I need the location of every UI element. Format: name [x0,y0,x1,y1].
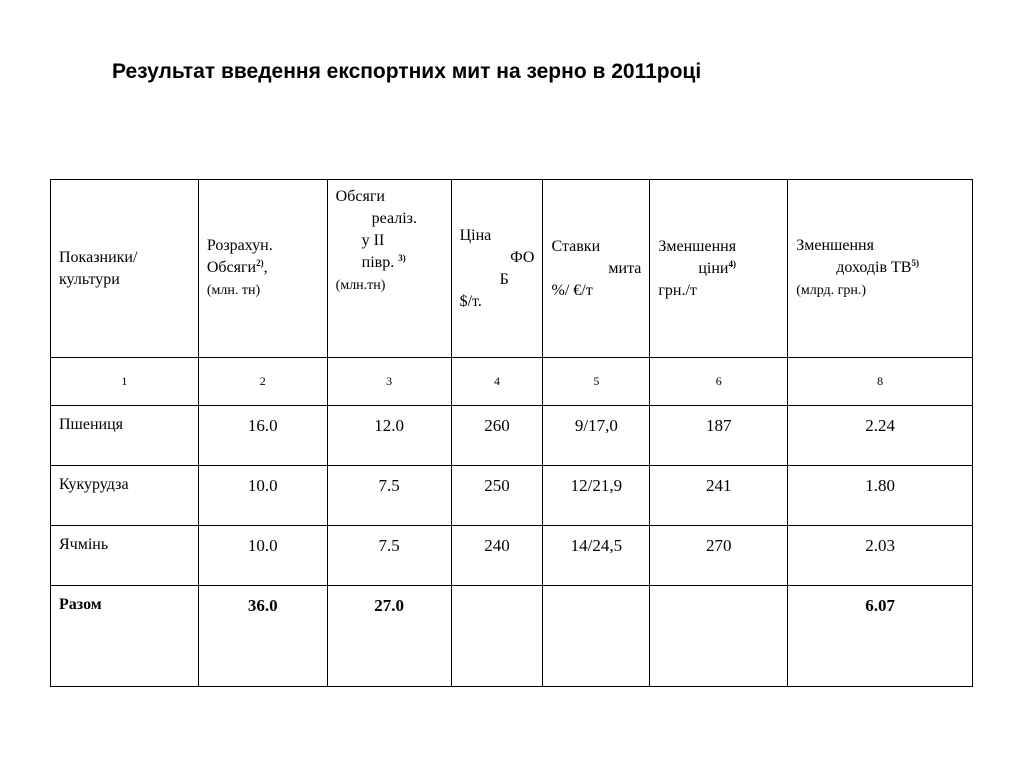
header-text: ціни [698,259,729,277]
header-text: %/ €/т [551,281,593,299]
total-cell [650,586,788,687]
header-text: доходів ТВ [836,259,912,276]
footnote-mark: 4) [728,258,736,269]
header-fob-price [451,180,543,358]
table-cell: 2.24 [788,406,973,466]
header-text: Обсяги [335,188,385,205]
total-cell: 6.07 [788,586,973,687]
table-cell: 16.0 [198,406,327,466]
footnote-mark: 2) [256,258,264,268]
index-cell: 6 [650,358,788,406]
table-cell: 270 [650,526,788,586]
table-cell: 250 [451,466,543,526]
footnote-mark: 5) [911,258,919,268]
header-sold-volumes [327,180,451,358]
total-cell [451,586,543,687]
table-cell: 12/21,9 [543,466,650,526]
table-cell: 2.03 [788,526,973,586]
header-line [796,257,964,279]
total-cell: 27.0 [327,586,451,687]
header-text: півр. [361,254,395,271]
table-cell: 240 [451,526,543,586]
table-cell: 10.0 [198,526,327,586]
header-text: реаліз. [371,210,417,227]
header-text: мита [608,259,642,277]
table-cell: 260 [451,406,543,466]
header-text: Зменшення [658,237,737,255]
header-text: Показники/ [59,248,138,266]
header-line [336,252,443,274]
table-cell: 241 [650,466,788,526]
table-cell: 12.0 [327,406,451,466]
header-line [658,258,779,280]
header-text: Зменшення [796,237,874,254]
index-cell: 2 [198,358,327,406]
header-text: Розрахун. [206,237,273,254]
crop-name-cell: Ячмінь [51,526,199,586]
slide-title: Результат введення експортних мит на зерно в 2011році [112,60,702,83]
table-cell: 9/17,0 [543,406,650,466]
footnote-mark: 3) [398,253,406,263]
table-row [51,526,973,586]
header-income-decrease [788,180,973,358]
index-cell: 5 [543,358,650,406]
header-text: , [263,259,268,276]
table-cell: 1.80 [788,466,973,526]
export-duty-table [50,179,973,687]
crop-name-cell: Кукурудза [51,466,199,526]
index-cell: 3 [327,358,451,406]
total-label-cell: Разом [51,586,199,687]
table-cell: 14/24,5 [543,526,650,586]
header-price-decrease [650,180,788,358]
index-cell: 8 [788,358,973,406]
header-calc-volumes [198,180,327,358]
header-text: у ІІ [361,232,385,249]
table-header-row [51,180,973,358]
header-text: ФО [510,248,535,266]
table-row [51,466,973,526]
header-line [336,230,443,252]
table-cell: 187 [650,406,788,466]
header-text: Б [499,270,509,288]
total-cell: 36.0 [198,586,327,687]
table-cell: 7.5 [327,466,451,526]
total-row [51,586,973,687]
header-text: Ціна [459,226,492,244]
table-row [51,406,973,466]
total-cell [543,586,650,687]
column-index-row [51,358,973,406]
table-cell: 7.5 [327,526,451,586]
index-cell: 1 [51,358,199,406]
table-cell: 10.0 [198,466,327,526]
header-unit: (млрд. грн.) [796,283,867,298]
header-text: культури [59,270,120,288]
header-text: $/т. [459,292,482,310]
header-unit: (млн.тн) [335,278,386,293]
index-cell: 4 [451,358,543,406]
header-text: Ставки [551,237,601,255]
header-duty-rates [543,180,650,358]
header-unit: (млн. тн) [206,283,261,298]
crop-name-cell: Пшениця [51,406,199,466]
header-text: грн./т [658,281,697,299]
header-text: Обсяги [206,259,257,276]
header-indicators-crops [51,180,199,358]
